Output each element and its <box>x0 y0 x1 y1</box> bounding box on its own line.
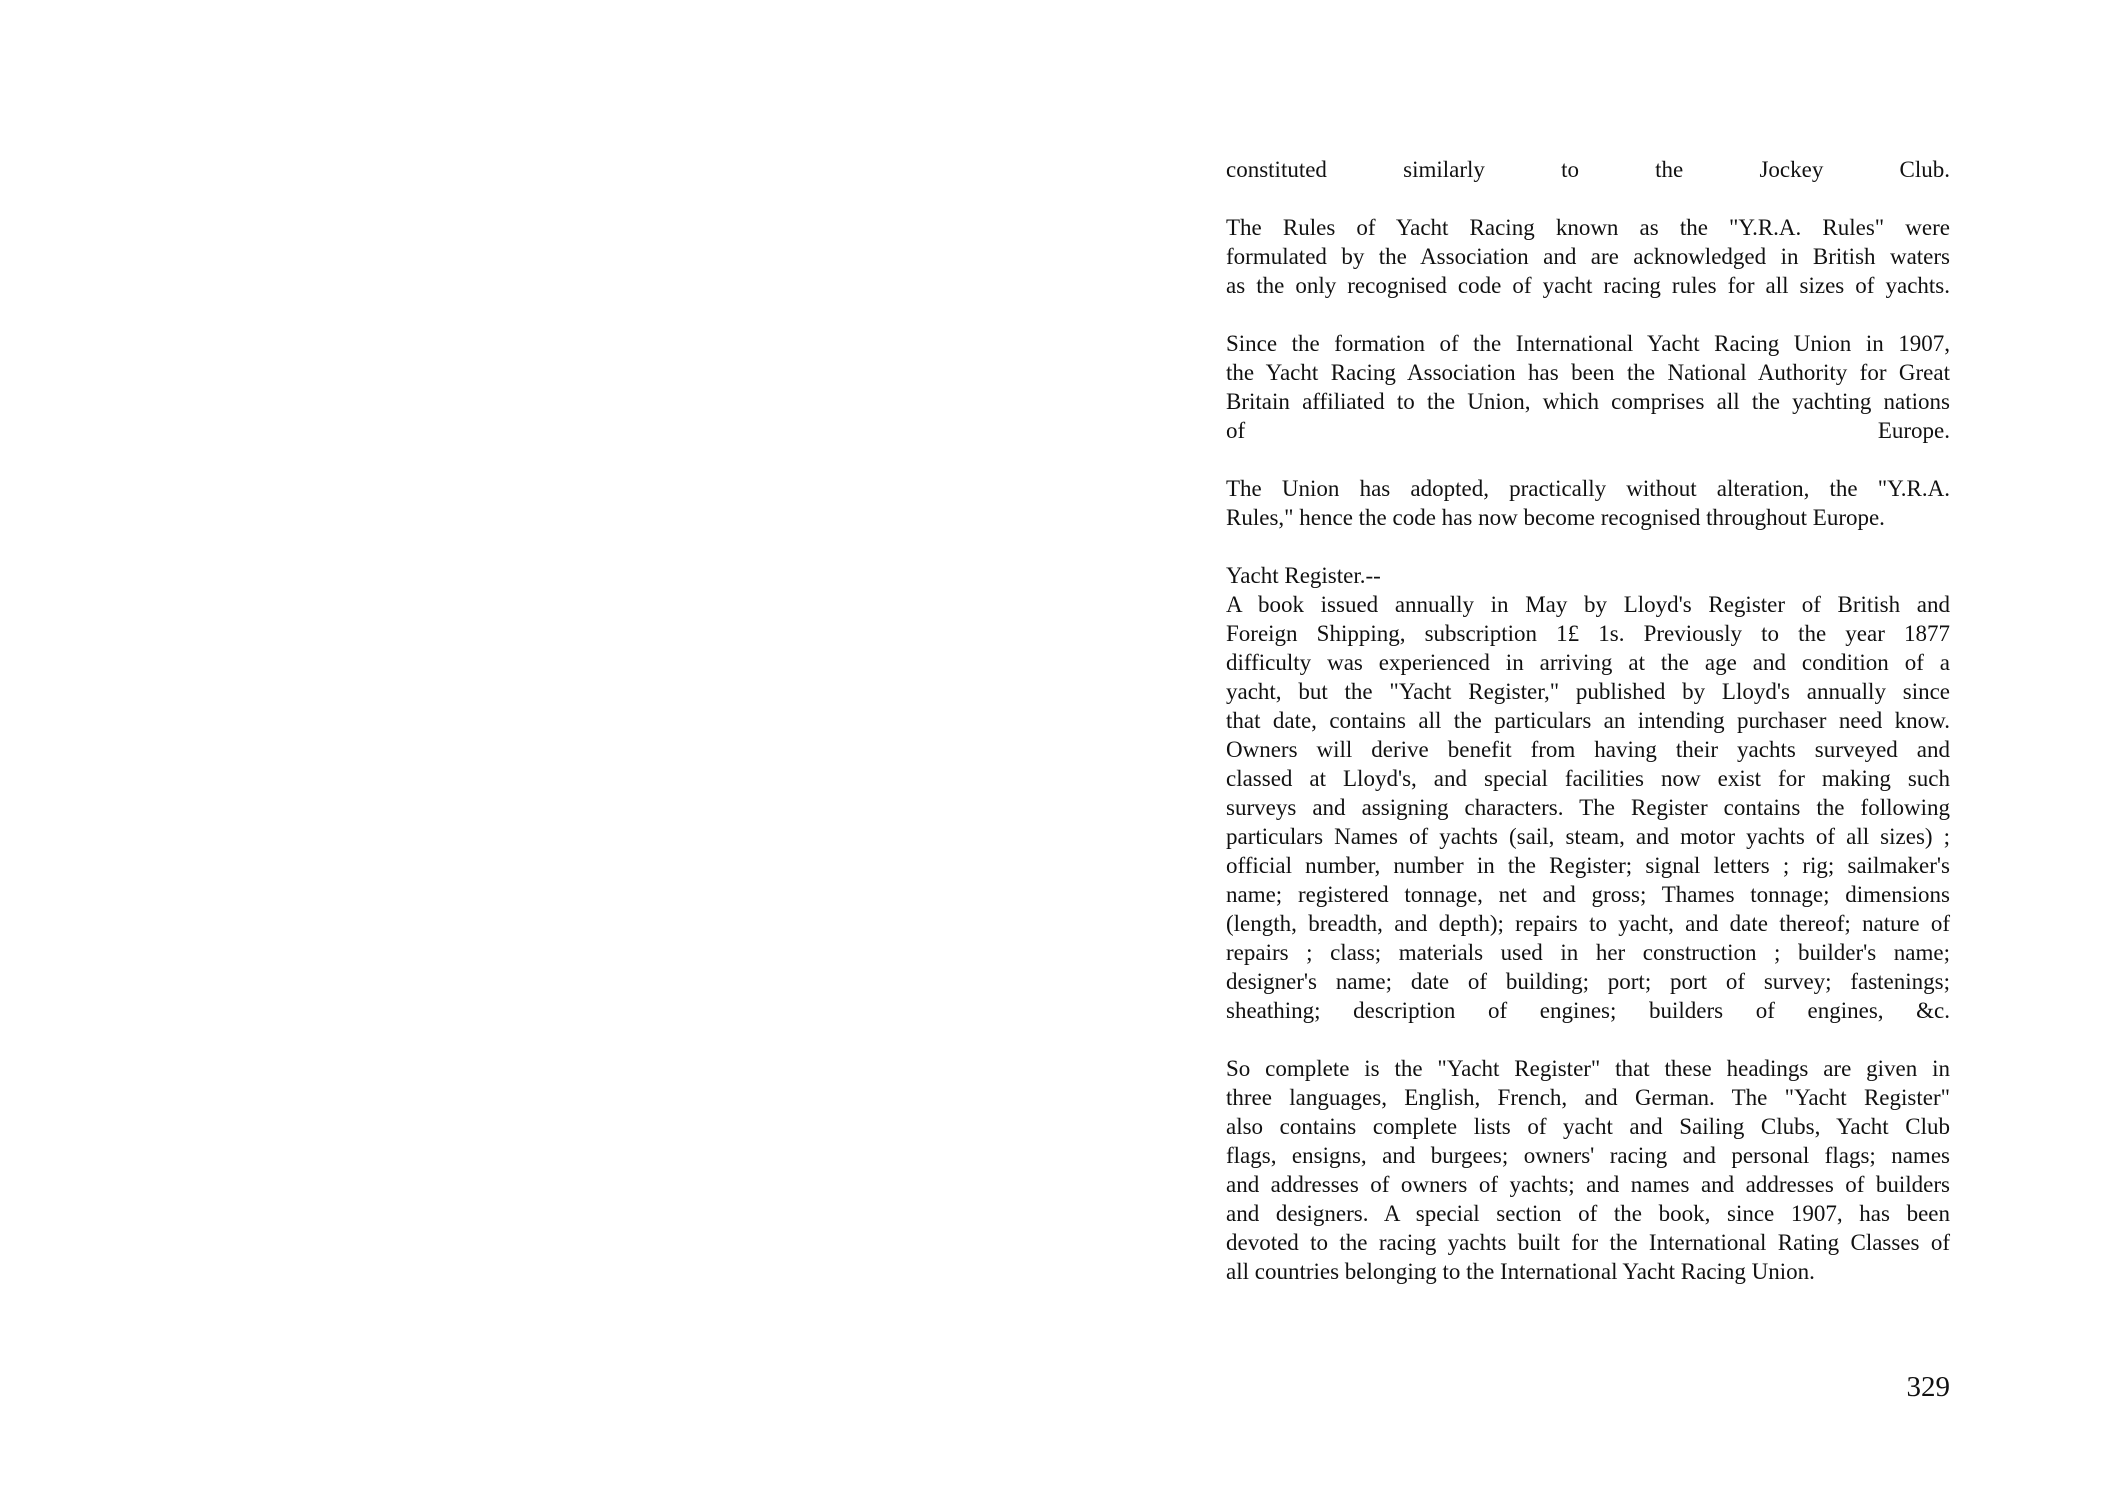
paragraph-gap <box>1226 532 1950 561</box>
text-line: surveys and assigning characters. The Register contains the following <box>1226 795 1950 820</box>
text-line: also contains complete lists of yacht and Sailing Clubs, Yacht Club <box>1226 1114 1950 1139</box>
text-line: of Europe. <box>1226 418 1950 443</box>
text-line: Foreign Shipping, subscription 1£ 1s. Previously to the year 1877 <box>1226 621 1950 646</box>
text-line: designer's name; date of building; port; port of survey; fastenings; <box>1226 969 1950 994</box>
paragraph <box>1226 329 1950 445</box>
text-line: The Rules of Yacht Racing known as the "Y.R.A. Rules" were <box>1226 215 1950 240</box>
text-line: difficulty was experienced in arriving at the age and condition of a <box>1226 650 1950 675</box>
blank-left-page <box>0 0 1052 1489</box>
text-line: devoted to the racing yachts built for the International Rating Classes of <box>1226 1230 1950 1255</box>
text-line: Rules," hence the code has now become recognised throughout Europe. <box>1226 505 1885 530</box>
text-line: So complete is the "Yacht Register" that these headings are given in <box>1226 1056 1950 1081</box>
page-number: 329 <box>1906 1371 1950 1403</box>
text-line: name; registered tonnage, net and gross; Thames tonnage; dimensions <box>1226 882 1950 907</box>
paragraph-yacht-register <box>1226 561 1950 1025</box>
text-line: formulated by the Association and are acknowledged in British waters <box>1226 244 1950 269</box>
paragraph <box>1226 1054 1950 1286</box>
text-line: Since the formation of the International Yacht Racing Union in 1907, <box>1226 331 1950 356</box>
text-line: as the only recognised code of yacht racing rules for all sizes of yachts. <box>1226 273 1950 298</box>
text-line: and designers. A special section of the book, since 1907, has been <box>1226 1201 1950 1226</box>
section-heading: Yacht Register.-- <box>1226 563 1381 588</box>
text-line: yacht, but the "Yacht Register," published by Lloyd's annually since <box>1226 679 1950 704</box>
text-line: and addresses of owners of yachts; and names and addresses of builders <box>1226 1172 1950 1197</box>
paragraph <box>1226 155 1950 184</box>
text-column <box>1226 155 1950 1286</box>
text-line: The Union has adopted, practically without alteration, the "Y.R.A. <box>1226 476 1950 501</box>
text-line: A book issued annually in May by Lloyd's Register of British and <box>1226 592 1950 617</box>
text-line: official number, number in the Register; signal letters ; rig; sailmaker's <box>1226 853 1950 878</box>
paragraph <box>1226 474 1950 532</box>
text-line: the Yacht Racing Association has been the National Authority for Great <box>1226 360 1950 385</box>
text-line: all countries belonging to the International Yacht Racing Union. <box>1226 1259 1815 1284</box>
text-line: Britain affiliated to the Union, which comprises all the yachting nations <box>1226 389 1950 414</box>
text-line: repairs ; class; materials used in her construction ; builder's name; <box>1226 940 1950 965</box>
text-line: particulars Names of yachts (sail, steam, and motor yachts of all sizes) ; <box>1226 824 1950 849</box>
paragraph-gap <box>1226 1025 1950 1054</box>
text-line: sheathing; description of engines; builders of engines, &c. <box>1226 998 1950 1023</box>
text-line: constituted similarly to the Jockey Club. <box>1226 157 1950 182</box>
text-line: flags, ensigns, and burgees; owners' racing and personal flags; names <box>1226 1143 1950 1168</box>
text-line: three languages, English, French, and German. The "Yacht Register" <box>1226 1085 1950 1110</box>
paragraph <box>1226 213 1950 300</box>
text-line: Owners will derive benefit from having their yachts surveyed and <box>1226 737 1950 762</box>
text-line: classed at Lloyd's, and special facilities now exist for making such <box>1226 766 1950 791</box>
paragraph-gap <box>1226 184 1950 213</box>
text-line: (length, breadth, and depth); repairs to yacht, and date thereof; nature of <box>1226 911 1950 936</box>
text-line: that date, contains all the particulars an intending purchaser need know. <box>1226 708 1950 733</box>
paragraph-gap <box>1226 445 1950 474</box>
paragraph-gap <box>1226 300 1950 329</box>
